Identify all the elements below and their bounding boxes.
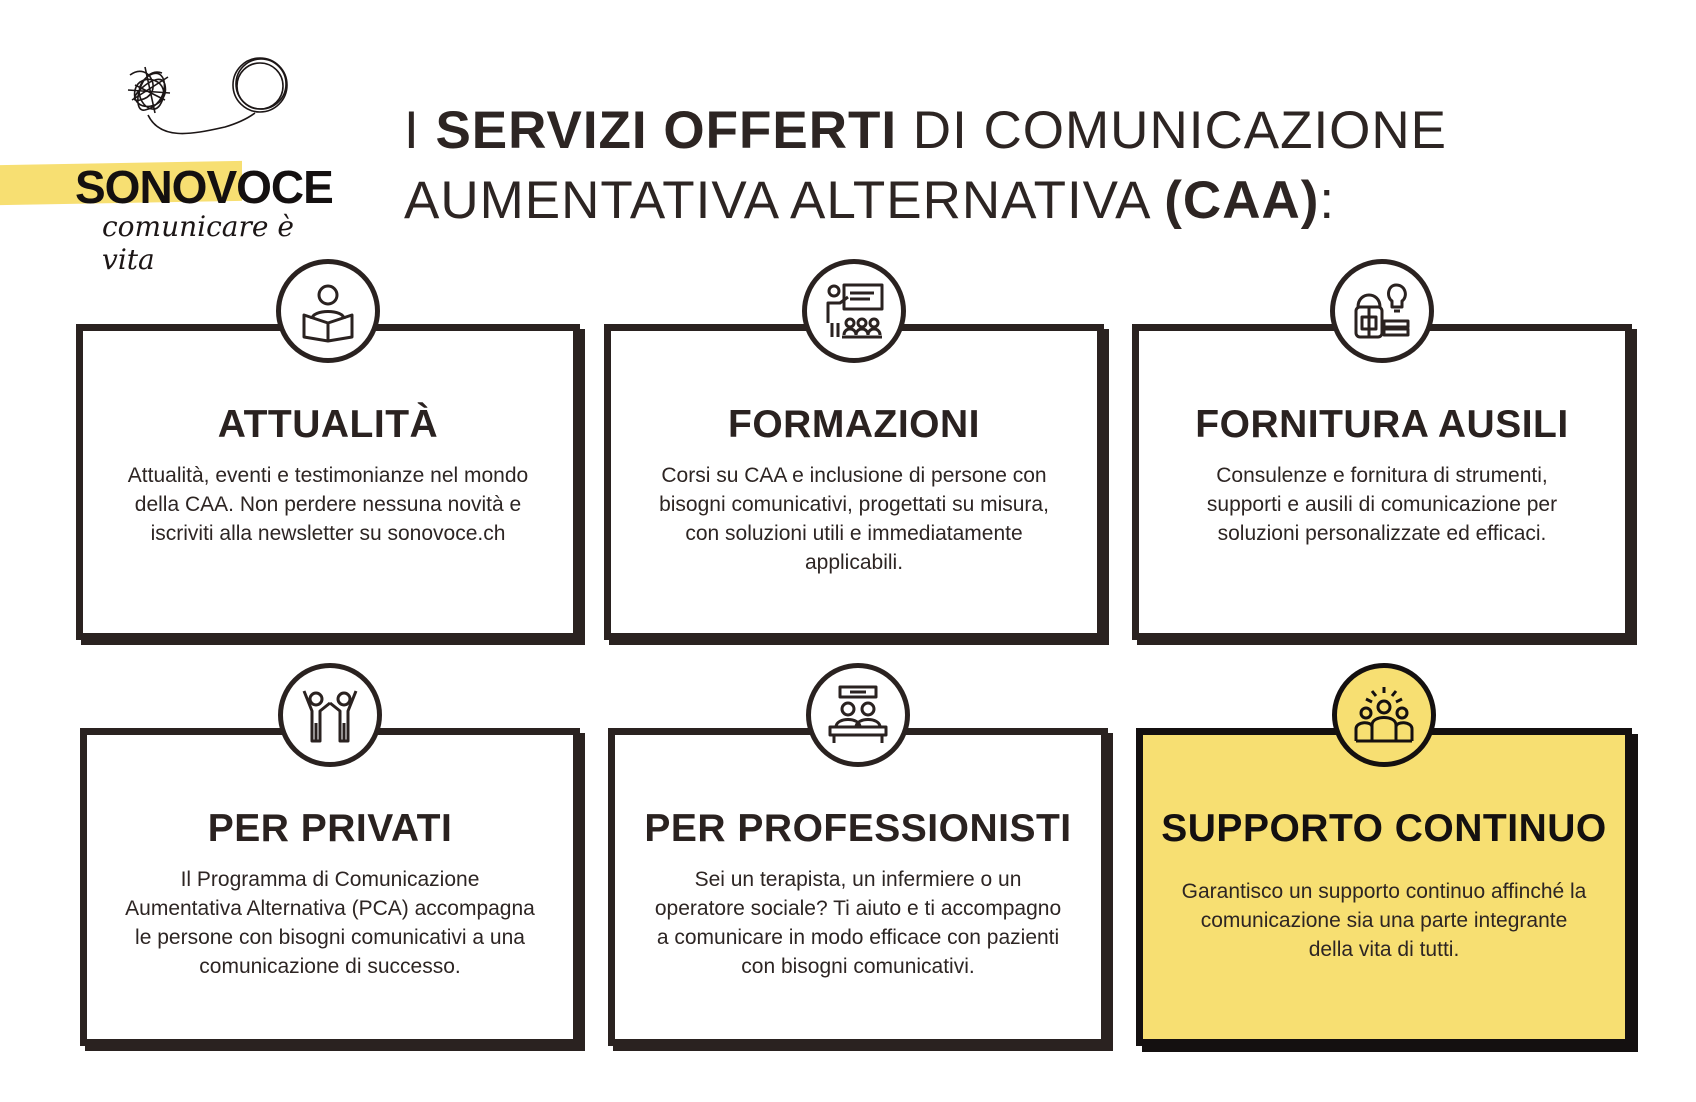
card-icon-badge bbox=[802, 259, 906, 363]
card-icon-badge bbox=[806, 663, 910, 767]
brand-tagline: comunicare è vita bbox=[102, 210, 294, 276]
title-part-2: DI COMUNICAZIONE AUMENTATIVA ALTERNATIVA bbox=[404, 101, 1448, 230]
card-icon-badge bbox=[278, 663, 382, 767]
brand-name: SONOVOCE bbox=[75, 161, 333, 213]
card-text: Attualità, eventi e testimonianze nel mondo della CAA. Non perdere nessuna novità e iscriviti alla newsletter su sonovoce.ch bbox=[127, 464, 529, 545]
card-text: Consulenze e fornitura di strumenti, supporti e ausili di comunicazione per soluzioni personalizzate ed efficaci. bbox=[1206, 464, 1558, 545]
card-text: Il Programma di Comunicazione Aumentativa Alternativa (PCA) accompagna le persone con bisogni comunicativi a una comunicazione di successo. bbox=[125, 868, 535, 978]
brand-logo bbox=[0, 55, 340, 276]
card-title: FORNITURA AUSILI bbox=[1195, 403, 1569, 446]
card-title: ATTUALITÀ bbox=[217, 403, 439, 446]
card-title: PER PRIVATI bbox=[207, 807, 453, 850]
card-icon-badge bbox=[276, 259, 380, 363]
people-high-five-icon bbox=[298, 683, 362, 747]
scribble-logo-icon bbox=[120, 55, 290, 160]
card-formazioni bbox=[604, 324, 1104, 640]
card-title: SUPPORTO CONTINUO bbox=[1161, 807, 1607, 850]
title-part-3: : bbox=[1319, 171, 1336, 230]
card-per-privati bbox=[80, 728, 580, 1046]
title-bold-1: SERVIZI OFFERTI bbox=[435, 101, 898, 160]
card-text: Sei un terapista, un infermiere o un operatore sociale? Ti aiuto e ti accompagno a comunicare in modo efficace con pazienti con bisogni comunicativi. bbox=[654, 868, 1062, 978]
card-text: Garantisco un supporto continuo affinché la comunicazione sia una parte integrante della vita di tutti. bbox=[1181, 880, 1587, 961]
card-title: FORMAZIONI bbox=[728, 403, 980, 446]
tools-icon bbox=[1350, 279, 1414, 343]
title-bold-2: (CAA) bbox=[1164, 171, 1320, 230]
team-support-icon bbox=[1352, 683, 1416, 747]
card-icon-badge bbox=[1330, 259, 1434, 363]
reader-icon bbox=[296, 279, 360, 343]
meeting-icon bbox=[826, 683, 890, 747]
card-supporto-continuo bbox=[1136, 728, 1632, 1046]
card-title: PER PROFESSIONISTI bbox=[644, 807, 1072, 850]
card-attualita bbox=[76, 324, 580, 640]
title-part-1: I bbox=[404, 101, 436, 160]
page-title bbox=[404, 96, 1554, 236]
presentation-icon bbox=[822, 279, 886, 343]
card-fornitura-ausili bbox=[1132, 324, 1632, 640]
card-text: Corsi su CAA e inclusione di persone con bisogni comunicativi, progettati su misura, con soluzioni utili e immediatamente applicabili. bbox=[659, 464, 1049, 574]
card-icon-badge bbox=[1332, 663, 1436, 767]
card-per-professionisti bbox=[608, 728, 1108, 1046]
